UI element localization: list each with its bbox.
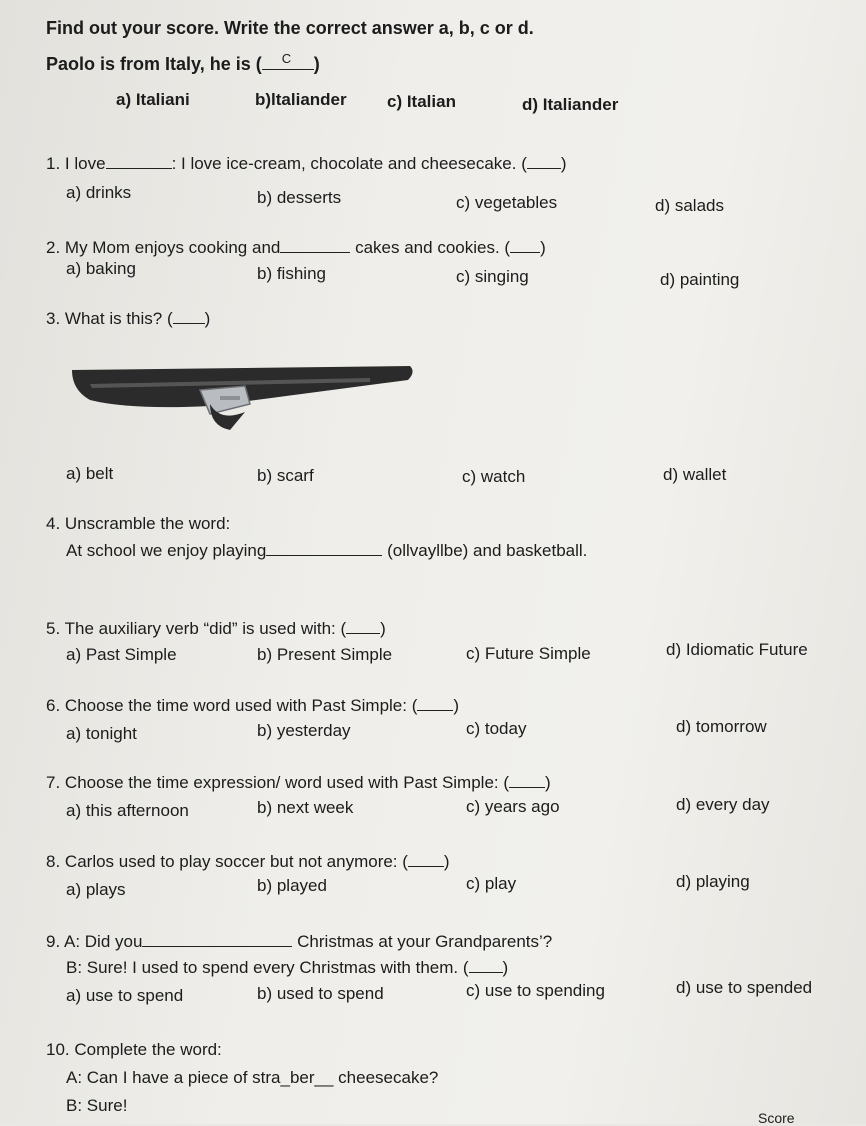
q4-line2-pre: At school we enjoy playing <box>66 541 267 560</box>
q2-pre: My Mom enjoys cooking and <box>64 238 281 257</box>
example-question-text: Paolo is from Italy, he is ( <box>46 54 262 74</box>
q8-option-c: c) play <box>466 874 517 893</box>
q2-option-b: b) fishing <box>257 264 326 283</box>
q7-close: ) <box>545 773 551 792</box>
q1-post: : I love ice-cream, chocolate and cheesecake. ( <box>171 154 527 173</box>
example-option-a: a) Italiani <box>116 90 190 109</box>
q2-number: 2. <box>46 238 61 257</box>
question-7 <box>46 773 551 793</box>
question-9 <box>46 932 552 952</box>
q6-close: ) <box>453 696 460 715</box>
q9-blank[interactable] <box>142 932 292 947</box>
q9-pre: A: Did you <box>63 932 143 951</box>
q7-option-c: c) years ago <box>466 797 560 816</box>
q3-option-c: c) watch <box>462 467 526 486</box>
q9-option-b: b) used to spend <box>257 984 384 1003</box>
q9-line2 <box>66 958 508 978</box>
q1-blank[interactable] <box>106 154 172 169</box>
q6-option-b: b) yesterday <box>257 721 351 740</box>
q6-option-d: d) tomorrow <box>676 717 767 736</box>
example-option-b: b)ltaliander <box>255 90 347 109</box>
q10-pre: Complete the word: <box>74 1040 222 1059</box>
q5-number: 5. <box>46 619 61 638</box>
example-option-c: c) Italian <box>387 92 456 111</box>
q9-line2-text: B: Sure! I used to spend every Christmas with them. ( <box>66 958 469 977</box>
q7-pre: Choose the time expression/ word used with Past Simple: ( <box>64 773 510 792</box>
q4-number: 4. <box>46 514 61 533</box>
q3-number: 3. <box>46 309 61 328</box>
q9-number: 9. <box>46 932 61 951</box>
q10-line3: B: Sure! <box>66 1096 128 1115</box>
q2-blank[interactable] <box>280 238 350 253</box>
q6-option-c: c) today <box>466 719 527 738</box>
q9-answer-blank[interactable] <box>469 958 503 973</box>
q8-pre: Carlos used to play soccer but not anymore: ( <box>64 852 408 871</box>
question-5 <box>46 619 386 639</box>
q9-option-d: d) use to spended <box>676 978 813 997</box>
q7-option-a: a) this afternoon <box>66 801 189 820</box>
question-2 <box>46 238 546 258</box>
q4-line2 <box>66 541 587 561</box>
q5-option-a: a) Past Simple <box>66 645 177 664</box>
q1-option-a: a) drinks <box>66 183 132 202</box>
q4-line2-post: (ollvayllbe) and basketball. <box>387 541 588 560</box>
question-1 <box>46 154 567 174</box>
belt-picture <box>70 360 420 440</box>
instruction-text: Find out your score. Write the correct answer a, b, c or d. <box>46 18 534 38</box>
q6-option-a: a) tonight <box>66 724 137 743</box>
q9-option-a: a) use to spend <box>66 986 184 1005</box>
q10-line2: A: Can I have a piece of stra_ber__ cheesecake? <box>66 1068 439 1087</box>
q4-pre: Unscramble the word: <box>64 514 231 533</box>
q6-answer-blank[interactable] <box>417 696 453 711</box>
q3-answer-blank[interactable] <box>173 309 205 324</box>
example-option-d: d) Italiander <box>522 95 619 114</box>
q8-option-a: a) plays <box>66 880 126 899</box>
q8-answer-blank[interactable] <box>408 852 444 867</box>
q2-option-c: c) singing <box>456 267 529 286</box>
q8-close: ) <box>443 852 450 871</box>
q5-answer-blank[interactable] <box>346 619 380 634</box>
question-3 <box>46 309 210 329</box>
q1-number: 1. <box>46 154 61 173</box>
q5-close: ) <box>380 619 386 638</box>
q8-option-d: d) playing <box>676 872 750 891</box>
q4-blank[interactable] <box>266 541 382 556</box>
q3-option-a: a) belt <box>66 464 114 483</box>
q6-number: 6. <box>46 696 61 715</box>
q9-option-c: c) use to spending <box>466 981 605 1000</box>
question-6 <box>46 696 459 716</box>
q1-option-b: b) desserts <box>257 188 342 207</box>
q3-option-b: b) scarf <box>257 466 314 485</box>
q2-answer-blank[interactable] <box>510 238 540 253</box>
q3-option-d: d) wallet <box>663 465 727 484</box>
q5-option-d: d) Idiomatic Future <box>666 640 808 659</box>
question-4 <box>46 514 230 534</box>
q3-pre: What is this? ( <box>64 309 173 328</box>
q8-number: 8. <box>46 852 61 871</box>
q1-option-c: c) vegetables <box>456 193 558 212</box>
score-label: Score <box>758 1110 795 1126</box>
q1-close: ) <box>560 154 567 173</box>
q2-post: cakes and cookies. ( <box>355 238 511 257</box>
q7-number: 7. <box>46 773 61 792</box>
example-close: ) <box>313 54 320 74</box>
q3-close: ) <box>204 309 211 328</box>
q5-pre: The auxiliary verb “did” is used with: ( <box>64 619 347 638</box>
q5-option-c: c) Future Simple <box>466 644 591 663</box>
q1-pre: I love <box>64 154 106 173</box>
example-question <box>46 51 320 75</box>
q2-option-d: d) painting <box>660 270 740 289</box>
q2-option-a: a) baking <box>66 259 136 278</box>
q8-option-b: b) played <box>257 876 327 895</box>
q2-close: ) <box>540 238 546 257</box>
buckle-prong <box>220 396 240 400</box>
q1-option-d: d) salads <box>655 196 724 215</box>
q6-pre: Choose the time word used with Past Simple: ( <box>64 696 418 715</box>
q5-option-b: b) Present Simple <box>257 645 393 664</box>
question-10 <box>46 1040 222 1060</box>
q7-option-b: b) next week <box>257 798 354 817</box>
q9-post: Christmas at your Grandparents’? <box>297 932 553 951</box>
question-8 <box>46 852 450 872</box>
q7-answer-blank[interactable] <box>509 773 545 788</box>
example-answer: C <box>281 51 292 66</box>
q1-answer-blank[interactable] <box>527 154 561 169</box>
q7-option-d: d) every day <box>676 795 770 814</box>
q10-number: 10. <box>46 1040 70 1059</box>
q9-close: ) <box>502 958 509 977</box>
